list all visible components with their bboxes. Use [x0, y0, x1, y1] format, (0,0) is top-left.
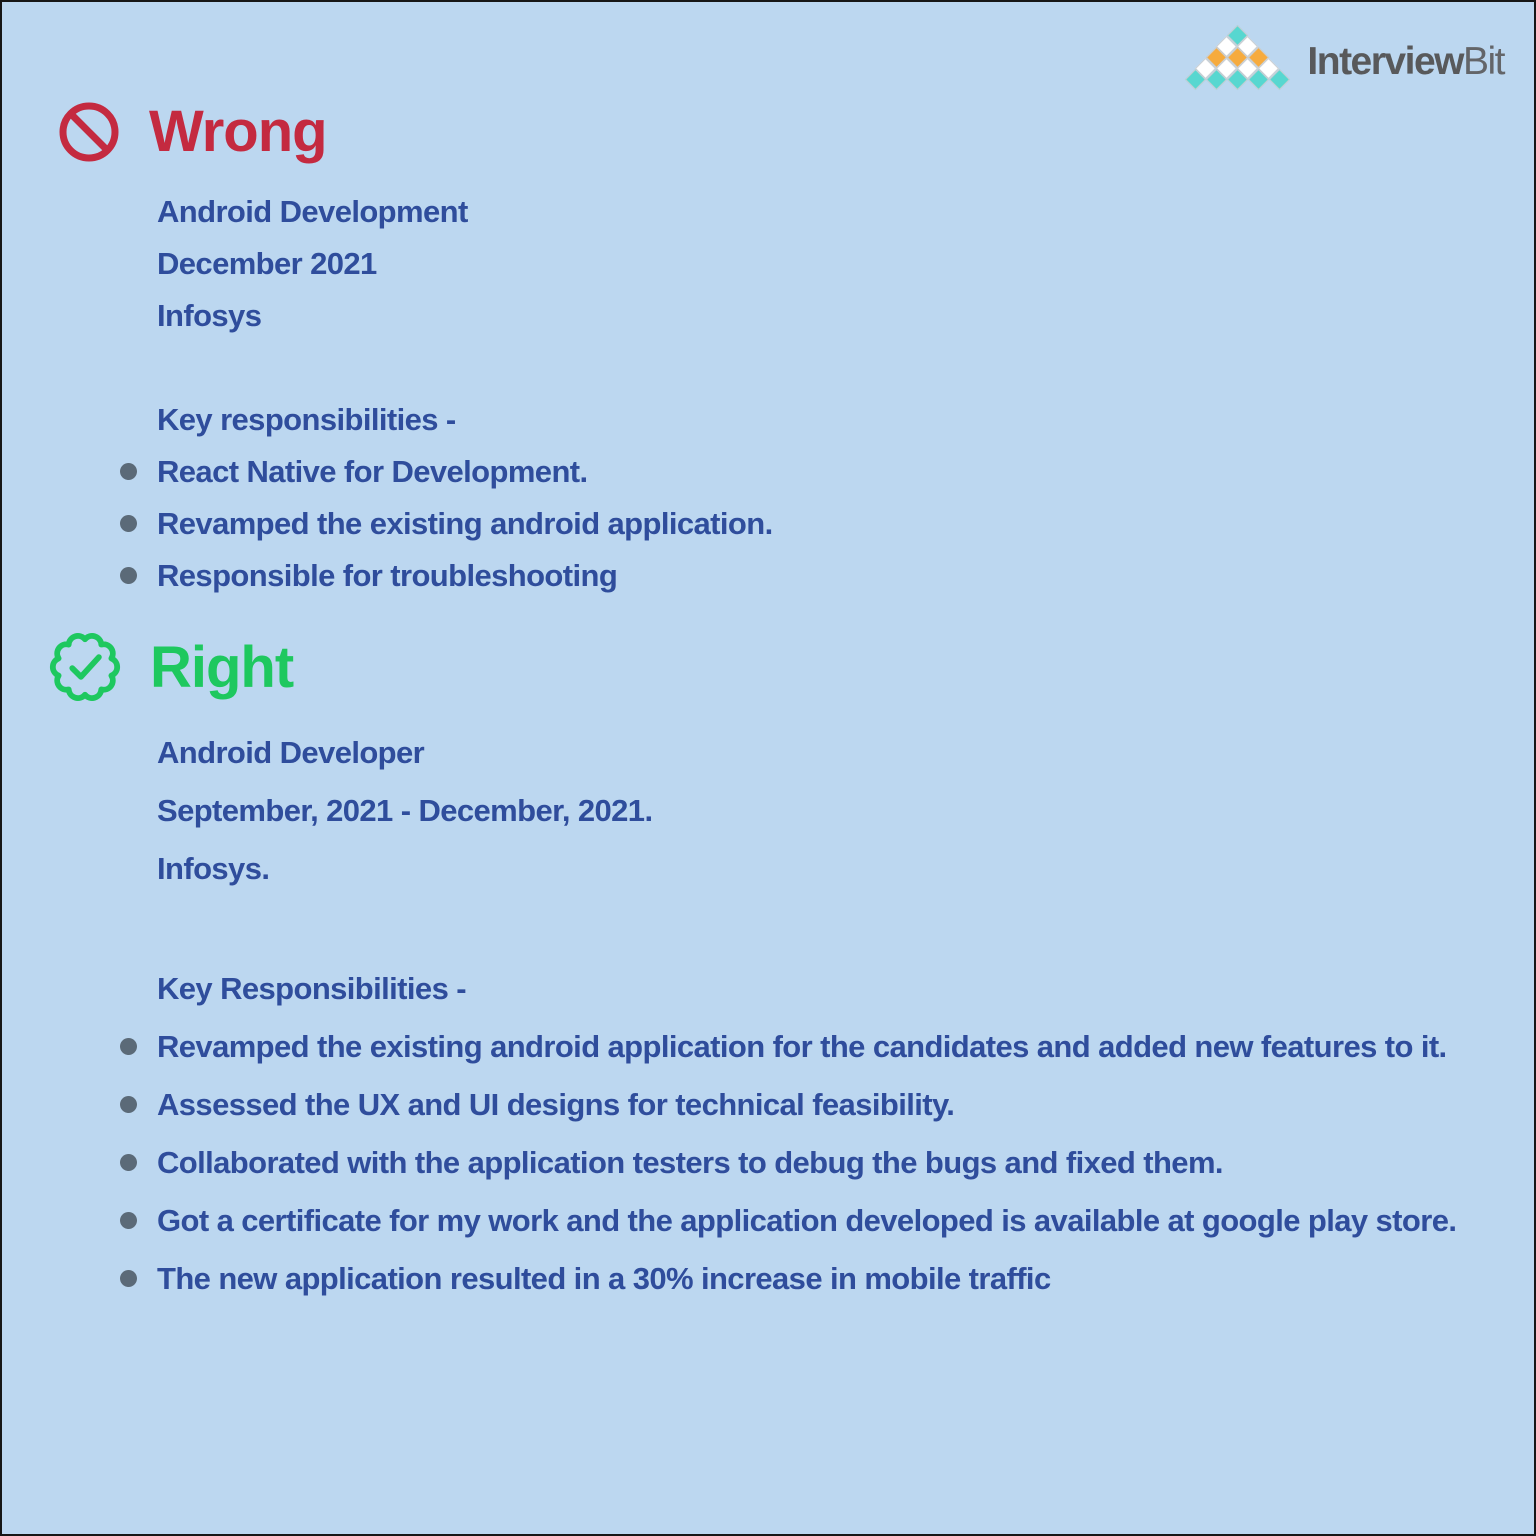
- bullet-text: Revamped the existing android application.: [157, 506, 773, 541]
- bullet-dot: [120, 567, 137, 584]
- wrong-example-block: [120, 186, 1460, 602]
- right-heading: Right: [150, 634, 294, 700]
- responsibilities-subheading: Key Responsibilities -: [157, 971, 466, 1006]
- list-item: [120, 498, 1460, 550]
- list-item: [120, 1076, 1480, 1134]
- wrong-heading: Wrong: [149, 99, 327, 164]
- responsibilities-subheading: Key responsibilities -: [157, 402, 456, 437]
- interviewbit-logo-pyramid-icon: [1181, 28, 1293, 96]
- bullet-text: Revamped the existing android application for the candidates and added new features to it.: [157, 1029, 1447, 1064]
- right-example-block: [120, 724, 1480, 1308]
- job-title: Android Developer: [157, 735, 425, 770]
- wrong-section-header: [57, 98, 327, 165]
- bullet-dot: [120, 1212, 137, 1229]
- bullet-dot: [120, 515, 137, 532]
- bullet-dot: [120, 1096, 137, 1113]
- prohibition-icon: [57, 100, 121, 164]
- bullet-text: Assessed the UX and UI designs for technical feasibility.: [157, 1087, 955, 1122]
- job-title: Android Development: [157, 194, 468, 229]
- list-item: [120, 1134, 1480, 1192]
- bullet-text: Collaborated with the application testers to debug the bugs and fixed them.: [157, 1145, 1223, 1180]
- brand-text-interview: Interview: [1307, 40, 1463, 83]
- bullet-dot: [120, 463, 137, 480]
- job-date: December 2021: [157, 246, 377, 281]
- verified-badge-icon: [48, 630, 122, 704]
- company-name: Infosys.: [157, 851, 270, 886]
- list-item: [120, 1018, 1480, 1076]
- list-item: [120, 1250, 1480, 1308]
- list-item: [120, 446, 1460, 498]
- brand-text-bit: Bit: [1462, 40, 1504, 83]
- list-item: [120, 550, 1460, 602]
- bullet-dot: [120, 1038, 137, 1055]
- bullet-text: Got a certificate for my work and the application developed is available at google play store.: [157, 1203, 1457, 1238]
- bullet-text: React Native for Development.: [157, 454, 588, 489]
- interviewbit-logo: [1181, 28, 1504, 96]
- right-entry: [157, 724, 1480, 898]
- bullet-dot: [120, 1270, 137, 1287]
- company-name: Infosys: [157, 298, 262, 333]
- list-item: [120, 1192, 1480, 1250]
- bullet-text: Responsible for troubleshooting: [157, 558, 618, 593]
- bullet-dot: [120, 1154, 137, 1171]
- bullet-text: The new application resulted in a 30% increase in mobile traffic: [157, 1261, 1051, 1296]
- job-date: September, 2021 - December, 2021.: [157, 793, 653, 828]
- wrong-entry: [157, 186, 1460, 342]
- right-section-header: [48, 630, 293, 704]
- interviewbit-wordmark: [1307, 28, 1504, 96]
